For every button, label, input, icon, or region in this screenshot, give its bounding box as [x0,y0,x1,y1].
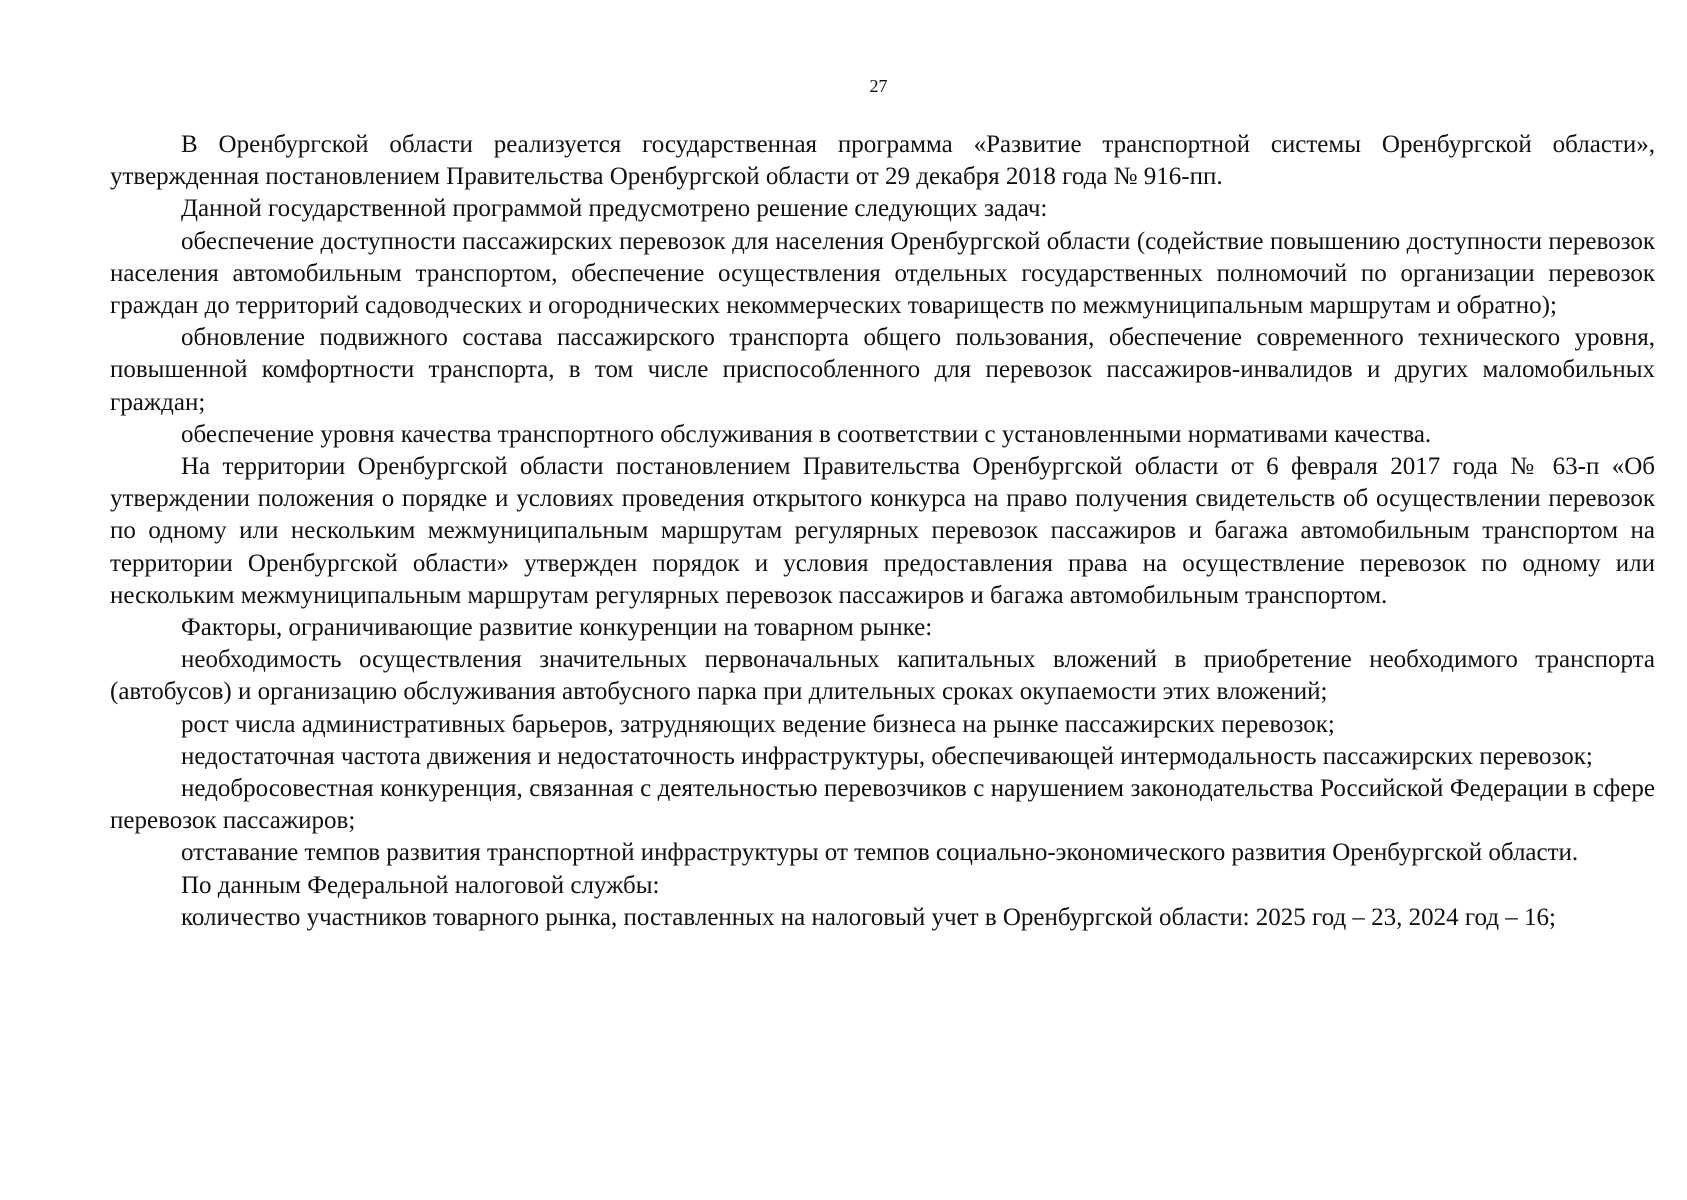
page-number: 27 [869,76,888,96]
document-body [110,129,1655,934]
paragraph-tax-service-heading: По данным Федеральной налоговой службы: [181,871,660,899]
paragraph-market-participants-count: количество участников товарного рынка, поставленных на налоговый учет в Оренбургской области: 2025 год – 23, 2024 год – 16; [181,903,1556,931]
paragraph-factor-investment: необходимость осуществления значительных первоначальных капитальных вложений в приобретение необходимого транспорта (автобусов) и организацию обслуживания автобусного парка при длительных сроках окупаемости этих вложений; [110,646,1655,706]
paragraph-program-intro: В Оренбургской области реализуется государственная программа «Развитие транспортной системы Оренбургской области», утвержденная постановлением Правительства Оренбургской области от 29 декабря 2018 года № 916-пп. [110,131,1655,191]
paragraph-task-accessibility: обеспечение доступности пассажирских перевозок для населения Оренбургской области (содействие повышению доступности перевозок населения автомобильным транспортом, обеспечение осуществления отдельных государственных полномочий по организации перевозок граждан до территорий садоводческих и огороднических некоммерческих товариществ по межмуниципальным маршрутам и обратно); [110,227,1655,320]
paragraph-factors-heading: Факторы, ограничивающие развитие конкуренции на товарном рынке: [181,614,933,642]
paragraph-competition-regulation: На территории Оренбургской области постановлением Правительства Оренбургской области от 6 февраля 2017 года № 63-п «Об утверждении положения о порядке и условиях проведения открытого конкурса на право получения свидетельств об осуществлении перевозок по одному или нескольким межмуниципальным маршрутам регулярных перевозок пассажиров и багажа автомобильным транспортом на территории Оренбургской области» утвержден порядок и условия предоставления права на осуществление перевозок по одному или нескольким межмуниципальным маршрутам регулярных перевозок пассажиров и багажа автомобильным транспортом. [110,453,1655,609]
paragraph-factor-infrastructure: недостаточная частота движения и недостаточность инфраструктуры, обеспечивающей интермодальность пассажирских перевозок; [181,742,1593,770]
paragraph-factor-unfair-competition: недобросовестная конкуренция, связанная с деятельностью перевозчиков с нарушением законодательства Российской Федерации в сфере перевозок пассажиров; [110,775,1655,835]
paragraph-tasks-heading: Данной государственной программой предусмотрено решение следующих задач: [181,195,1048,223]
paragraph-task-service-quality: обеспечение уровня качества транспортного обслуживания в соответствии с установленными нормативами качества. [181,420,1432,448]
paragraph-factor-lagging-development: отставание темпов развития транспортной инфраструктуры от темпов социально-экономического развития Оренбургской области. [181,839,1579,867]
paragraph-factor-barriers: рост числа административных барьеров, затрудняющих ведение бизнеса на рынке пассажирских перевозок; [181,710,1335,738]
paragraph-task-fleet-renewal: обновление подвижного состава пассажирского транспорта общего пользования, обеспечение современного технического уровня, повышенной комфортности транспорта, в том числе приспособленного для перевозок пассажиров-инвалидов и других маломобильных граждан; [110,324,1655,416]
